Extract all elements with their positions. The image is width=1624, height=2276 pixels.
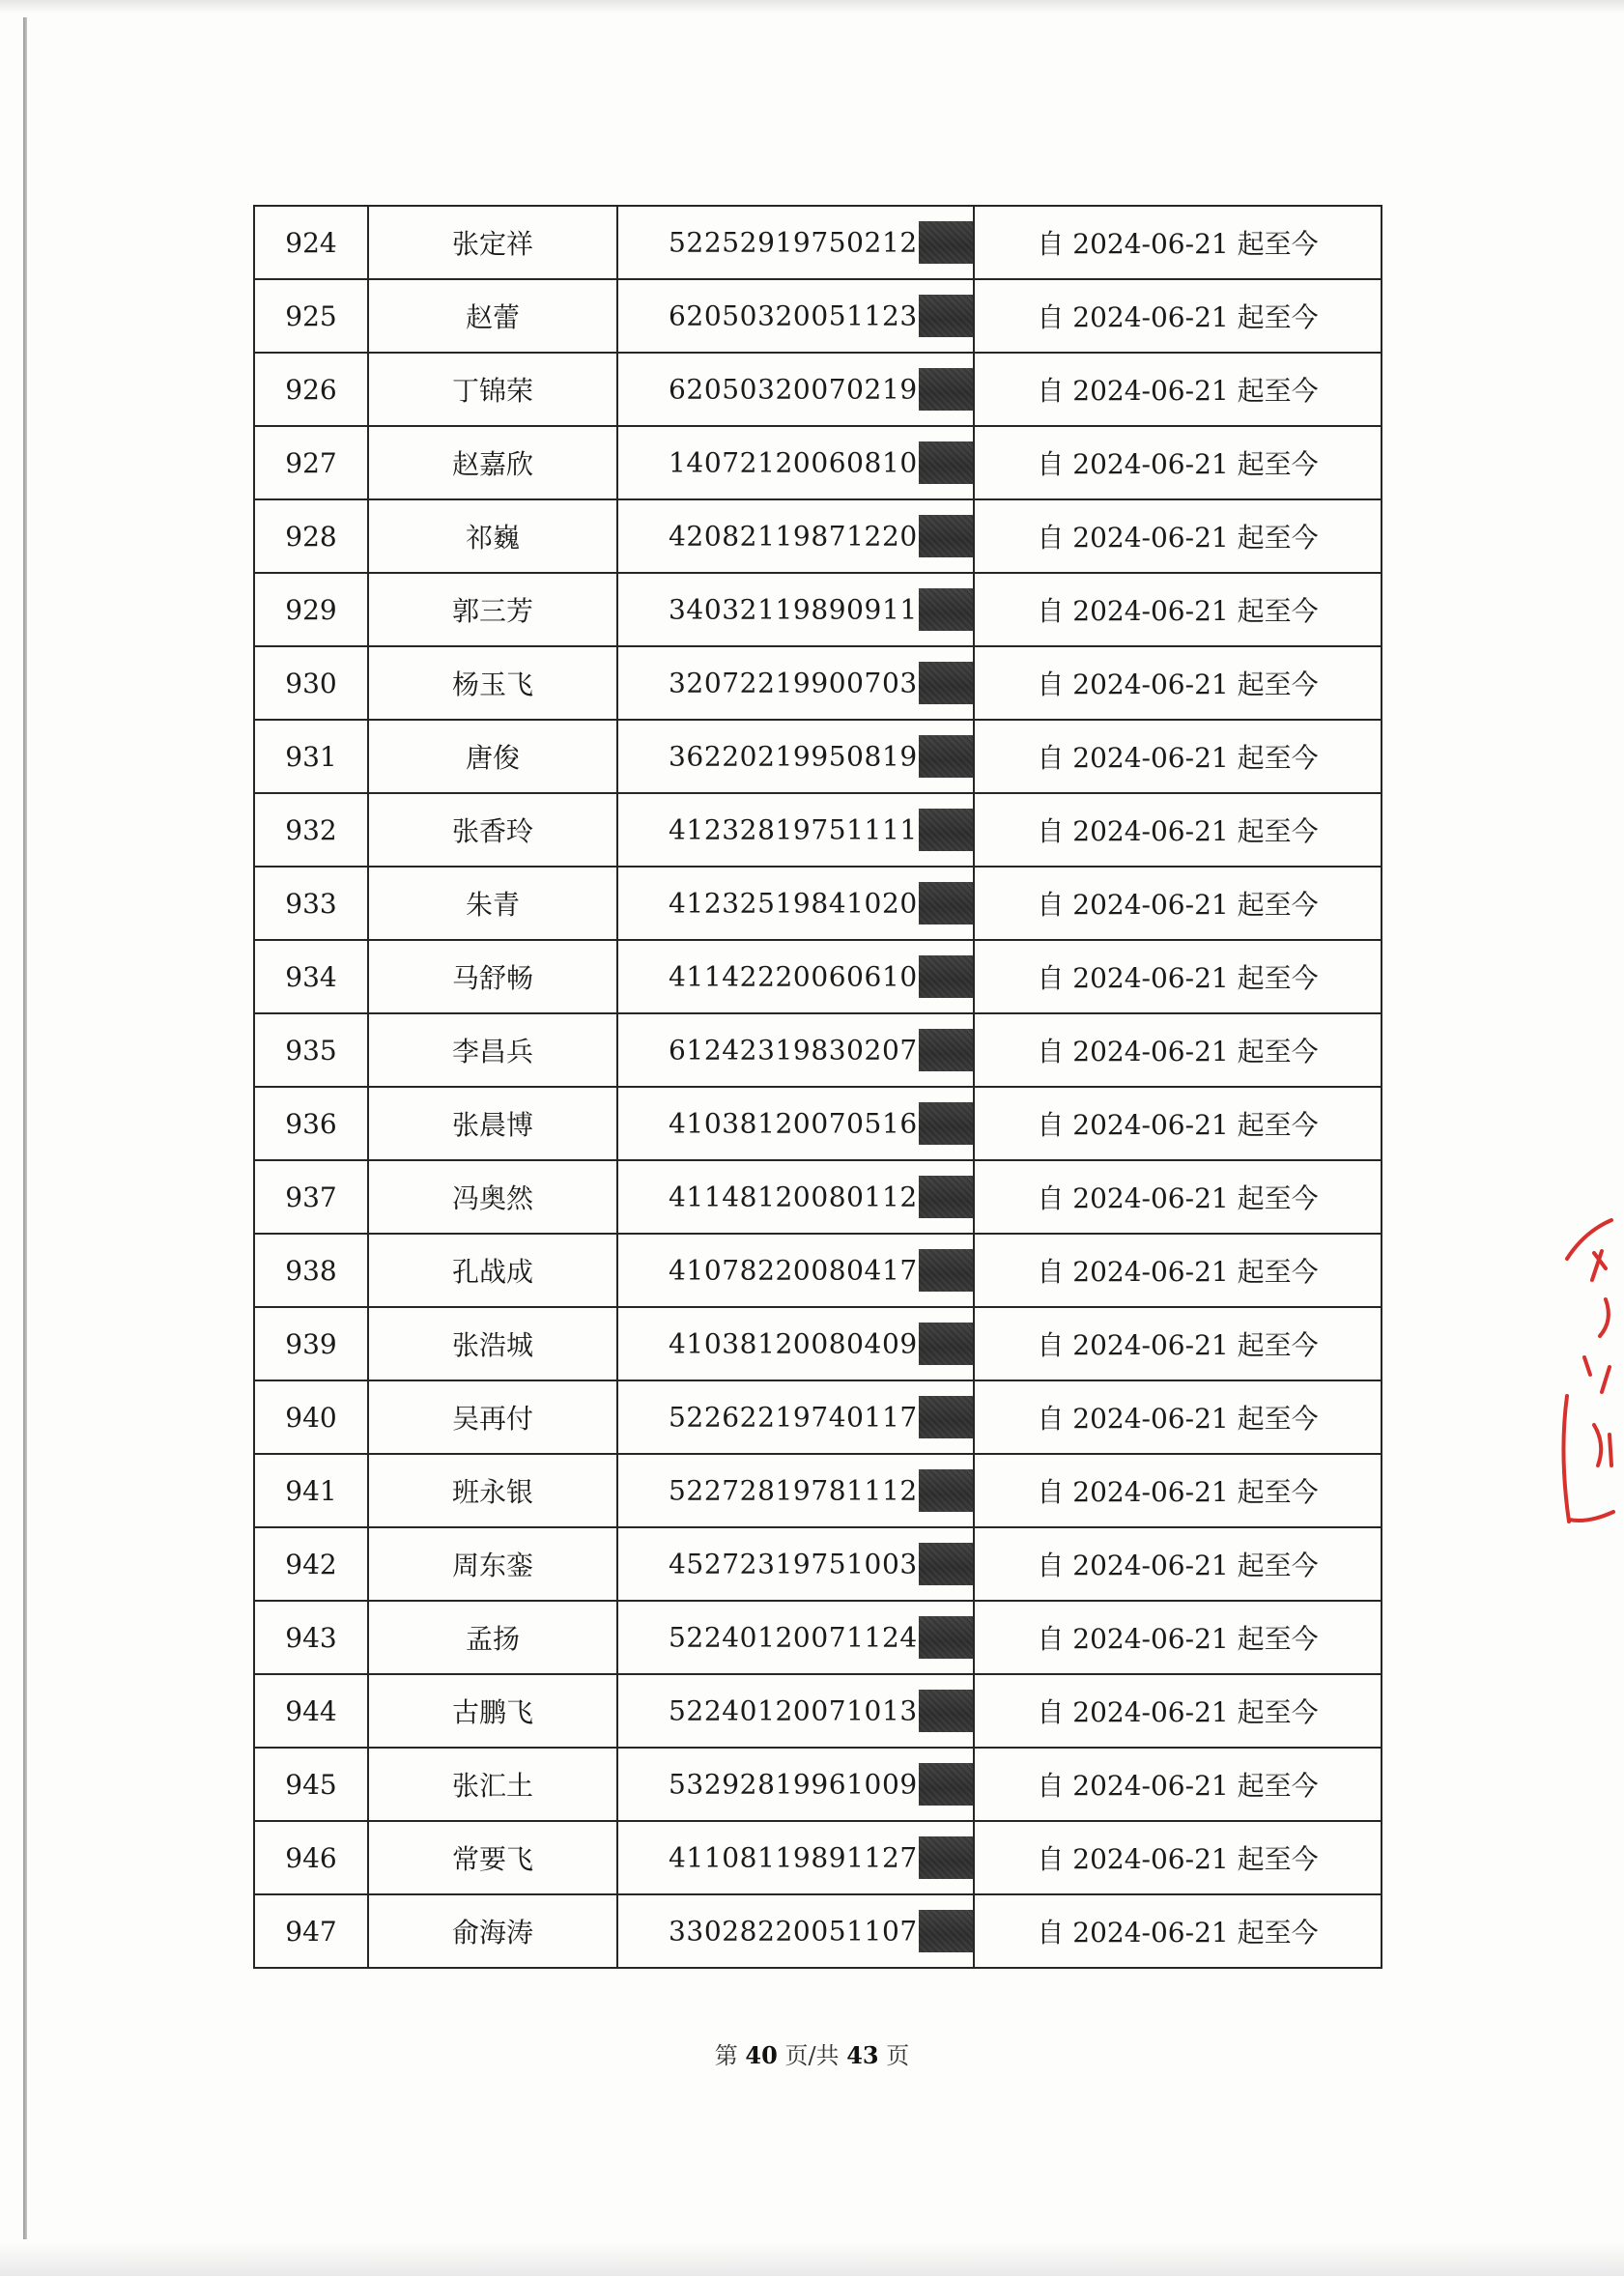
id-number-visible-digits: 53292819961009 bbox=[669, 1768, 918, 1801]
id-number-visible-digits: 41038120080409 bbox=[669, 1327, 918, 1360]
period-cell: 自 2024-06-21 起至今 bbox=[974, 499, 1382, 573]
footer-prefix: 第 bbox=[714, 2042, 738, 2069]
table-row bbox=[254, 353, 1382, 426]
period-cell: 自 2024-06-21 起至今 bbox=[974, 1380, 1382, 1454]
period-cell: 自 2024-06-21 起至今 bbox=[974, 1527, 1382, 1601]
id-number-cell bbox=[617, 1527, 974, 1601]
table-row bbox=[254, 1748, 1382, 1821]
period-cell: 自 2024-06-21 起至今 bbox=[974, 940, 1382, 1013]
id-number-cell bbox=[617, 1821, 974, 1894]
id-number-visible-digits: 61242319830207 bbox=[669, 1034, 918, 1067]
id-number-visible-digits: 52272819781112 bbox=[669, 1474, 918, 1507]
redaction-box bbox=[919, 368, 974, 411]
name-cell: 班永银 bbox=[368, 1454, 617, 1527]
period-cell: 自 2024-06-21 起至今 bbox=[974, 793, 1382, 867]
id-number-cell bbox=[617, 1674, 974, 1748]
row-number-cell: 931 bbox=[254, 720, 368, 793]
table-row bbox=[254, 793, 1382, 867]
row-number-cell: 932 bbox=[254, 793, 368, 867]
seal-arc-top bbox=[1567, 1220, 1611, 1259]
current-page-number: 40 bbox=[745, 2041, 778, 2069]
row-number-cell: 934 bbox=[254, 940, 368, 1013]
row-number-cell: 927 bbox=[254, 426, 368, 499]
table-row bbox=[254, 573, 1382, 646]
period-cell: 自 2024-06-21 起至今 bbox=[974, 353, 1382, 426]
redaction-box bbox=[919, 1763, 974, 1806]
period-cell: 自 2024-06-21 起至今 bbox=[974, 1307, 1382, 1380]
footer-suffix: 页 bbox=[886, 2042, 910, 2069]
table-row bbox=[254, 1380, 1382, 1454]
id-number-cell bbox=[617, 279, 974, 353]
id-number-cell bbox=[617, 1087, 974, 1160]
scan-left-edge bbox=[23, 17, 27, 2239]
name-cell: 冯奥然 bbox=[368, 1160, 617, 1234]
id-number-cell bbox=[617, 1234, 974, 1307]
table-row bbox=[254, 1894, 1382, 1968]
period-cell: 自 2024-06-21 起至今 bbox=[974, 206, 1382, 279]
id-number-cell bbox=[617, 720, 974, 793]
name-cell: 郭三芳 bbox=[368, 573, 617, 646]
id-number-cell bbox=[617, 1894, 974, 1968]
name-cell: 朱青 bbox=[368, 867, 617, 940]
id-number-visible-digits: 41108119891127 bbox=[669, 1841, 918, 1874]
row-number-cell: 937 bbox=[254, 1160, 368, 1234]
footer-middle: 页/共 bbox=[784, 2042, 840, 2069]
id-number-cell bbox=[617, 867, 974, 940]
id-number-cell bbox=[617, 1380, 974, 1454]
id-number-visible-digits: 45272319751003 bbox=[669, 1548, 918, 1580]
seal-stroke-6 bbox=[1569, 1512, 1613, 1521]
id-number-visible-digits: 42082119871220 bbox=[669, 520, 918, 553]
redaction-box bbox=[919, 1102, 974, 1145]
total-page-count: 43 bbox=[846, 2041, 879, 2069]
id-number-visible-digits: 36220219950819 bbox=[669, 740, 918, 773]
redaction-box bbox=[919, 1176, 974, 1218]
name-cell: 唐俊 bbox=[368, 720, 617, 793]
period-cell: 自 2024-06-21 起至今 bbox=[974, 1821, 1382, 1894]
table-row bbox=[254, 1087, 1382, 1160]
name-cell: 吴再付 bbox=[368, 1380, 617, 1454]
redaction-box bbox=[919, 1910, 974, 1952]
redaction-box bbox=[919, 1690, 974, 1732]
row-number-cell: 928 bbox=[254, 499, 368, 573]
id-number-visible-digits: 52262219740117 bbox=[669, 1401, 918, 1434]
row-number-cell: 946 bbox=[254, 1821, 368, 1894]
id-number-cell bbox=[617, 1601, 974, 1674]
id-number-visible-digits: 14072120060810 bbox=[669, 446, 918, 479]
id-number-cell bbox=[617, 426, 974, 499]
period-cell: 自 2024-06-21 起至今 bbox=[974, 1748, 1382, 1821]
name-cell: 周东銮 bbox=[368, 1527, 617, 1601]
scan-top-shadow bbox=[0, 0, 1624, 14]
redaction-box bbox=[919, 882, 974, 925]
redaction-box bbox=[919, 441, 974, 484]
seal-stroke-2 bbox=[1600, 1299, 1609, 1336]
id-number-visible-digits: 32072219900703 bbox=[669, 667, 918, 699]
name-cell: 古鹏飞 bbox=[368, 1674, 617, 1748]
table-row bbox=[254, 1601, 1382, 1674]
table-row bbox=[254, 1160, 1382, 1234]
personnel-table bbox=[253, 205, 1382, 1969]
table-row bbox=[254, 867, 1382, 940]
id-number-cell bbox=[617, 206, 974, 279]
name-cell: 杨玉飞 bbox=[368, 646, 617, 720]
name-cell: 张定祥 bbox=[368, 206, 617, 279]
id-number-visible-digits: 33028220051107 bbox=[669, 1915, 918, 1948]
period-cell: 自 2024-06-21 起至今 bbox=[974, 573, 1382, 646]
seal-stroke-4 bbox=[1602, 1367, 1610, 1392]
id-number-visible-digits: 41038120070516 bbox=[669, 1107, 918, 1140]
period-cell: 自 2024-06-21 起至今 bbox=[974, 720, 1382, 793]
table-row bbox=[254, 1674, 1382, 1748]
redaction-box bbox=[919, 1029, 974, 1071]
name-cell: 赵嘉欣 bbox=[368, 426, 617, 499]
period-cell: 自 2024-06-21 起至今 bbox=[974, 1234, 1382, 1307]
name-cell: 张汇土 bbox=[368, 1748, 617, 1821]
id-number-cell bbox=[617, 1454, 974, 1527]
row-number-cell: 930 bbox=[254, 646, 368, 720]
row-number-cell: 947 bbox=[254, 1894, 368, 1968]
redaction-box bbox=[919, 1469, 974, 1512]
id-number-cell bbox=[617, 573, 974, 646]
row-number-cell: 936 bbox=[254, 1087, 368, 1160]
name-cell: 赵蕾 bbox=[368, 279, 617, 353]
table-row bbox=[254, 1454, 1382, 1527]
name-cell: 常要飞 bbox=[368, 1821, 617, 1894]
period-cell: 自 2024-06-21 起至今 bbox=[974, 1674, 1382, 1748]
redaction-box bbox=[919, 735, 974, 778]
name-cell: 马舒畅 bbox=[368, 940, 617, 1013]
redaction-box bbox=[919, 221, 974, 264]
table-body bbox=[254, 206, 1382, 1968]
table-row bbox=[254, 499, 1382, 573]
id-number-visible-digits: 52240120071124 bbox=[669, 1621, 918, 1654]
row-number-cell: 926 bbox=[254, 353, 368, 426]
id-number-visible-digits: 41148120080112 bbox=[669, 1181, 918, 1213]
period-cell: 自 2024-06-21 起至今 bbox=[974, 646, 1382, 720]
row-number-cell: 924 bbox=[254, 206, 368, 279]
table-row bbox=[254, 940, 1382, 1013]
period-cell: 自 2024-06-21 起至今 bbox=[974, 279, 1382, 353]
name-cell: 张晨博 bbox=[368, 1087, 617, 1160]
page-footer bbox=[0, 2036, 1624, 2070]
id-number-cell bbox=[617, 353, 974, 426]
name-cell: 孔战成 bbox=[368, 1234, 617, 1307]
row-number-cell: 942 bbox=[254, 1527, 368, 1601]
redaction-box bbox=[919, 588, 974, 631]
redaction-box bbox=[919, 662, 974, 704]
id-number-cell bbox=[617, 1748, 974, 1821]
seal-stroke-1 bbox=[1592, 1251, 1606, 1280]
redaction-box bbox=[919, 809, 974, 851]
table-row bbox=[254, 720, 1382, 793]
id-number-visible-digits: 41142220060610 bbox=[669, 960, 918, 993]
redaction-box bbox=[919, 295, 974, 337]
period-cell: 自 2024-06-21 起至今 bbox=[974, 1160, 1382, 1234]
row-number-cell: 945 bbox=[254, 1748, 368, 1821]
scan-bottom-shadow bbox=[0, 2241, 1624, 2276]
redaction-box bbox=[919, 1323, 974, 1365]
id-number-cell bbox=[617, 793, 974, 867]
table-row bbox=[254, 206, 1382, 279]
table-row bbox=[254, 426, 1382, 499]
id-number-visible-digits: 34032119890911 bbox=[669, 593, 918, 626]
seal-stroke-3 bbox=[1584, 1357, 1590, 1375]
red-seal-fragment bbox=[1555, 1212, 1624, 1551]
id-number-visible-digits: 62050320070219 bbox=[669, 373, 918, 406]
seal-arc-left bbox=[1563, 1396, 1569, 1522]
row-number-cell: 925 bbox=[254, 279, 368, 353]
name-cell: 俞海涛 bbox=[368, 1894, 617, 1968]
redaction-box bbox=[919, 515, 974, 557]
period-cell: 自 2024-06-21 起至今 bbox=[974, 1894, 1382, 1968]
period-cell: 自 2024-06-21 起至今 bbox=[974, 867, 1382, 940]
row-number-cell: 939 bbox=[254, 1307, 368, 1380]
row-number-cell: 940 bbox=[254, 1380, 368, 1454]
table-row bbox=[254, 1527, 1382, 1601]
id-number-cell bbox=[617, 499, 974, 573]
redaction-box bbox=[919, 1249, 974, 1292]
name-cell: 孟扬 bbox=[368, 1601, 617, 1674]
id-number-cell bbox=[617, 1013, 974, 1087]
period-cell: 自 2024-06-21 起至今 bbox=[974, 1013, 1382, 1087]
id-number-cell bbox=[617, 1307, 974, 1380]
row-number-cell: 935 bbox=[254, 1013, 368, 1087]
period-cell: 自 2024-06-21 起至今 bbox=[974, 426, 1382, 499]
name-cell: 李昌兵 bbox=[368, 1013, 617, 1087]
period-cell: 自 2024-06-21 起至今 bbox=[974, 1087, 1382, 1160]
id-number-cell bbox=[617, 940, 974, 1013]
row-number-cell: 944 bbox=[254, 1674, 368, 1748]
table-row bbox=[254, 1013, 1382, 1087]
row-number-cell: 938 bbox=[254, 1234, 368, 1307]
id-number-cell bbox=[617, 1160, 974, 1234]
table-row bbox=[254, 279, 1382, 353]
id-number-cell bbox=[617, 646, 974, 720]
redaction-box bbox=[919, 1616, 974, 1659]
redaction-box bbox=[919, 955, 974, 998]
row-number-cell: 943 bbox=[254, 1601, 368, 1674]
redaction-box bbox=[919, 1836, 974, 1879]
period-cell: 自 2024-06-21 起至今 bbox=[974, 1454, 1382, 1527]
redaction-box bbox=[919, 1543, 974, 1585]
redaction-box bbox=[919, 1396, 974, 1438]
row-number-cell: 929 bbox=[254, 573, 368, 646]
name-cell: 祁巍 bbox=[368, 499, 617, 573]
row-number-cell: 941 bbox=[254, 1454, 368, 1527]
table-row bbox=[254, 1821, 1382, 1894]
id-number-visible-digits: 41078220080417 bbox=[669, 1254, 918, 1287]
id-number-visible-digits: 52240120071013 bbox=[669, 1694, 918, 1727]
seal-stroke-5 bbox=[1594, 1425, 1611, 1465]
name-cell: 张浩城 bbox=[368, 1307, 617, 1380]
table-row bbox=[254, 1234, 1382, 1307]
id-number-visible-digits: 41232519841020 bbox=[669, 887, 918, 920]
row-number-cell: 933 bbox=[254, 867, 368, 940]
id-number-visible-digits: 52252919750212 bbox=[669, 226, 918, 259]
id-number-visible-digits: 41232819751111 bbox=[669, 813, 918, 846]
period-cell: 自 2024-06-21 起至今 bbox=[974, 1601, 1382, 1674]
table-row bbox=[254, 1307, 1382, 1380]
name-cell: 丁锦荣 bbox=[368, 353, 617, 426]
table-row bbox=[254, 646, 1382, 720]
id-number-visible-digits: 62050320051123 bbox=[669, 299, 918, 332]
name-cell: 张香玲 bbox=[368, 793, 617, 867]
